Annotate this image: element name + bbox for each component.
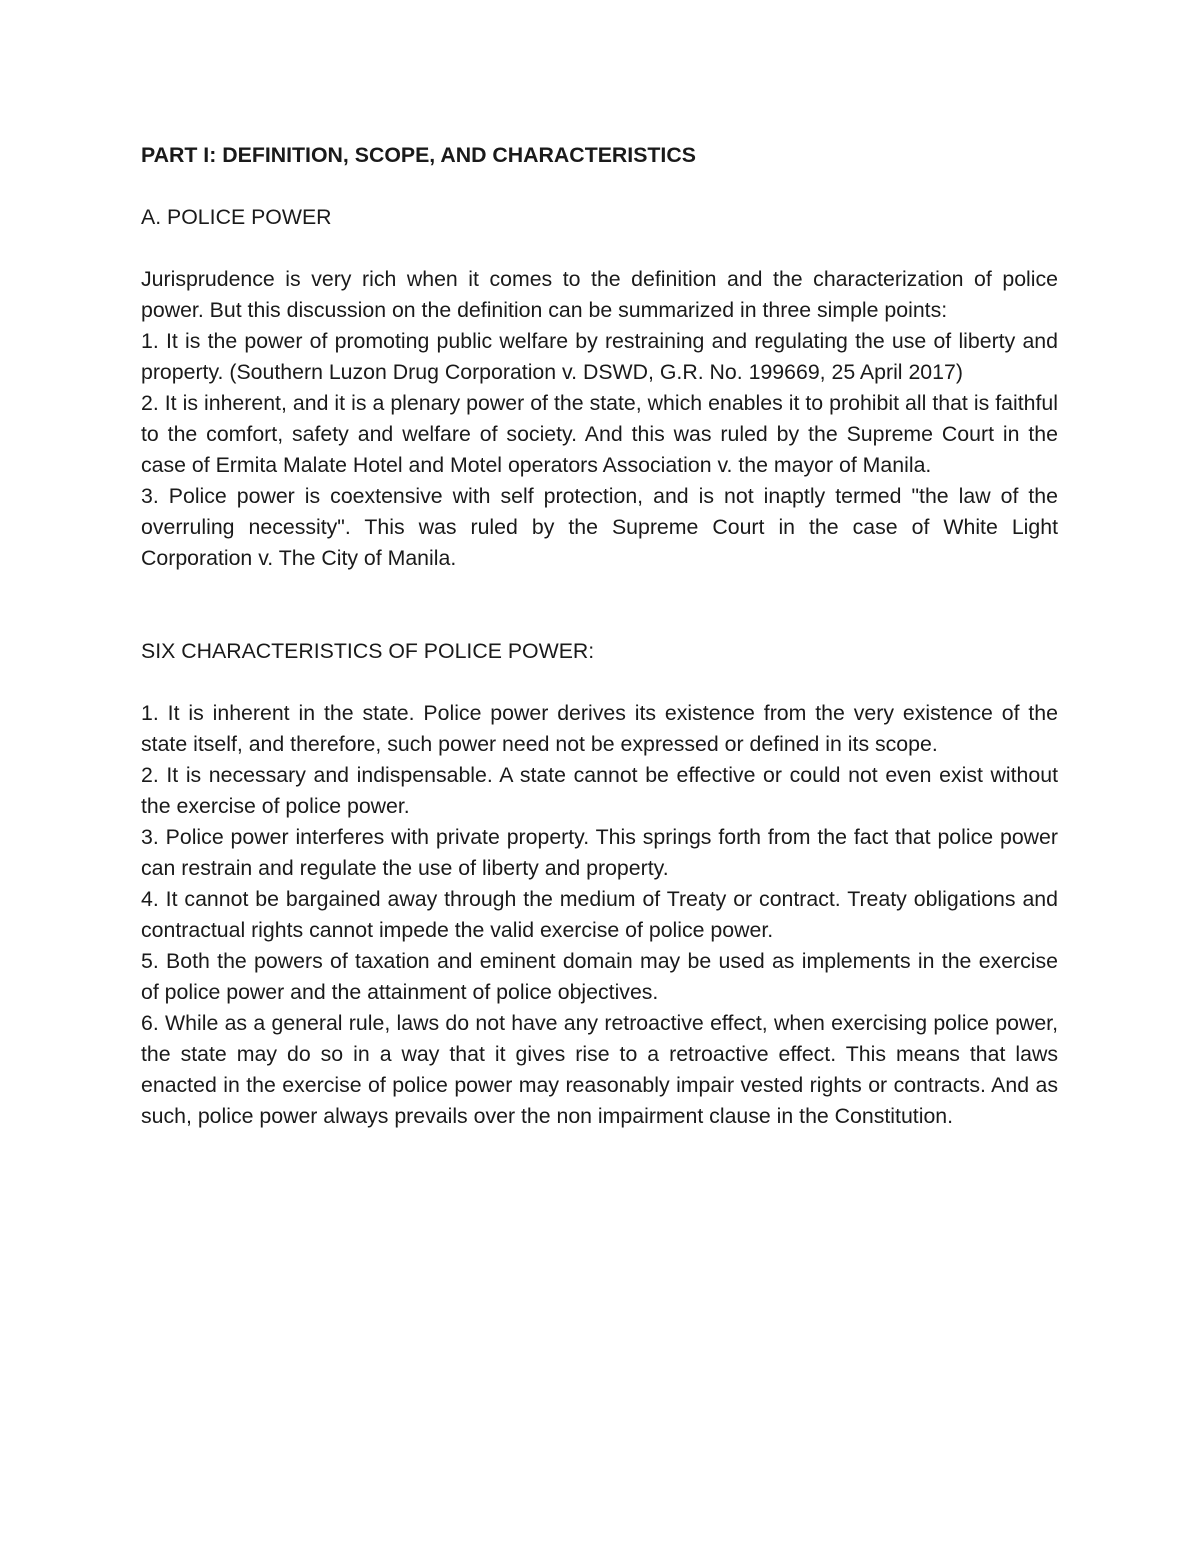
characteristic-item: 2. It is necessary and indispensable. A state cannot be effective or could not even exist without the exercise of police power. xyxy=(141,763,1058,818)
spacer xyxy=(141,171,1058,202)
definition-point: 2. It is inherent, and it is a plenary power of the state, which enables it to prohibit all that is faithful to the comfort, safety and welfare of society. And this was ruled by the Supreme Court in the case of Ermita Malate Hotel and Motel operators Association v. the mayor of Manila. xyxy=(141,391,1058,477)
characteristic-item: 4. It cannot be bargained away through the medium of Treaty or contract. Treaty obligations and contractual rights cannot impede the valid exercise of police power. xyxy=(141,887,1058,942)
characteristic-item: 3. Police power interferes with private property. This springs forth from the fact that police power can restrain and regulate the use of liberty and property. xyxy=(141,825,1058,880)
characteristic-item: 6. While as a general rule, laws do not have any retroactive effect, when exercising police power, the state may do so in a way that it gives rise to a retroactive effect. This means that laws enacted in the exercise of police power may reasonably impair vested rights or contracts. And as such, police power always prevails over the non impairment clause in the Constitution. xyxy=(141,1011,1058,1128)
spacer xyxy=(141,574,1058,636)
spacer xyxy=(141,667,1058,698)
characteristic-item: 1. It is inherent in the state. Police power derives its existence from the very existence of the state itself, and therefore, such power need not be expressed or defined in its scope. xyxy=(141,701,1058,756)
definition-point: 1. It is the power of promoting public welfare by restraining and regulating the use of liberty and property. (Southern Luzon Drug Corporation v. DSWD, G.R. No. 199669, 25 April 2017) xyxy=(141,329,1058,384)
spacer xyxy=(141,233,1058,264)
section-heading-characteristics: SIX CHARACTERISTICS OF POLICE POWER: xyxy=(141,639,595,663)
document-page xyxy=(141,140,1058,1132)
characteristic-item: 5. Both the powers of taxation and eminent domain may be used as implements in the exercise of police power and the attainment of police objectives. xyxy=(141,949,1058,1004)
intro-paragraph: Jurisprudence is very rich when it comes to the definition and the characterization of police power. But this discussion on the definition can be summarized in three simple points: xyxy=(141,267,1058,322)
definition-point: 3. Police power is coextensive with self protection, and is not inaptly termed "the law of the overruling necessity". This was ruled by the Supreme Court in the case of White Light Corporation v. The City of Manila. xyxy=(141,484,1058,570)
document-title: PART I: DEFINITION, SCOPE, AND CHARACTERISTICS xyxy=(141,143,696,167)
section-heading-police-power: A. POLICE POWER xyxy=(141,205,332,229)
